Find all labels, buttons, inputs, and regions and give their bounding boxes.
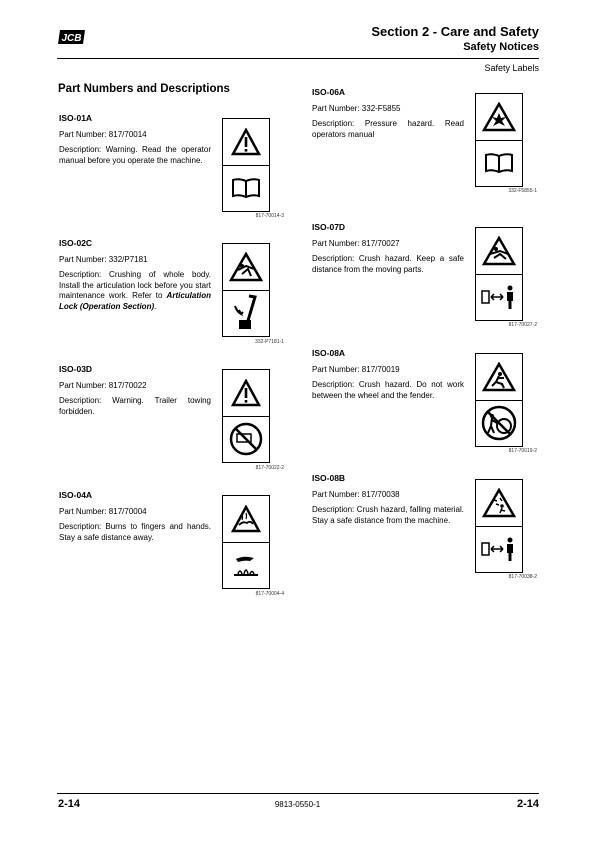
- label-id: ISO-08A: [312, 348, 346, 358]
- label-code: 332-P7181-1: [255, 339, 284, 345]
- section-subtitle: Safety Notices: [463, 41, 539, 53]
- description: Description: Crush hazard. Keep a safe distance from the moving parts.: [312, 254, 464, 274]
- warning-icon: [231, 379, 261, 407]
- articulation-lock-icon: [229, 294, 263, 332]
- description: Description: Crushing of whole body. Install the articulation lock before you start maintenance work. Refer to Articulation Lock (Operation Section).: [59, 270, 211, 311]
- label-entry-iso-08b: [312, 473, 464, 526]
- safety-label-iso-02c: [222, 243, 270, 337]
- part-number: Part Number: 817/70014: [59, 129, 147, 139]
- description: Description: Warning. Trailer towing forbidden.: [59, 396, 211, 416]
- manual-book-icon: [231, 177, 261, 199]
- description: Description: Crush hazard, falling material. Stay a safe distance from the machine.: [312, 505, 464, 525]
- description: Description: Warning. Read the operator manual before you operate the machine.: [59, 145, 211, 165]
- label-id: ISO-03D: [59, 364, 93, 374]
- label-entry-iso-02c: [59, 238, 211, 312]
- svg-text:JCB: JCB: [61, 33, 82, 44]
- crush-hand-icon: [482, 236, 516, 266]
- crush-body-icon: [229, 252, 263, 282]
- safety-label-iso-08a: [475, 353, 523, 447]
- doc-number: 9813-0550-1: [274, 800, 321, 809]
- label-id: ISO-01A: [59, 113, 93, 123]
- footer-rule: [57, 793, 539, 794]
- part-number: Part Number: 817/70019: [312, 364, 400, 374]
- topic-label: Safety Labels: [484, 63, 539, 73]
- page-number-right: 2-14: [516, 798, 539, 810]
- falling-material-icon: [482, 488, 516, 518]
- label-id: ISO-07D: [312, 222, 346, 232]
- label-code: 817-70019-2: [508, 448, 537, 454]
- label-entry-iso-06a: [312, 87, 464, 140]
- part-number: Part Number: 817/70022: [59, 380, 147, 390]
- description: Description: Crush hazard. Do not work between the wheel and the fender.: [312, 380, 464, 400]
- safety-label-iso-04a: [222, 495, 270, 589]
- safe-distance-icon: [480, 534, 518, 564]
- part-number: Part Number: 817/70027: [312, 238, 400, 248]
- no-towing-icon: [228, 421, 264, 457]
- label-id: ISO-08B: [312, 473, 346, 483]
- crush-body-icon: [482, 362, 516, 392]
- jcb-logo: [57, 28, 87, 46]
- label-code: 817-70022-2: [255, 465, 284, 471]
- section-title: Section 2 - Care and Safety: [371, 24, 539, 39]
- part-number: Part Number: 332/P7181: [59, 254, 148, 264]
- label-code: 817-70014-3: [255, 213, 284, 219]
- label-entry-iso-03d: [59, 364, 211, 417]
- label-entry-iso-01a: [59, 113, 211, 166]
- part-number: Part Number: 817/70038: [312, 489, 400, 499]
- label-id: ISO-02C: [59, 238, 93, 248]
- label-code: 817-70004-4: [255, 591, 284, 597]
- label-id: ISO-04A: [59, 490, 93, 500]
- articulation-lock-reference: Articulation Lock (Operation Section): [59, 291, 211, 311]
- hot-surface-icon: [231, 505, 261, 533]
- manual-book-icon: [484, 152, 514, 174]
- part-number: Part Number: 817/70004: [59, 506, 147, 516]
- main-heading: Part Numbers and Descriptions: [58, 83, 230, 95]
- safety-label-iso-06a: [475, 93, 523, 187]
- label-id: ISO-06A: [312, 87, 346, 97]
- label-code: 817-70027-2: [508, 322, 537, 328]
- label-entry-iso-04a: [59, 490, 211, 543]
- safety-label-iso-07d: [475, 227, 523, 321]
- safety-label-iso-08b: [475, 479, 523, 573]
- label-entry-iso-08a: [312, 348, 464, 401]
- part-number: Part Number: 332-F5855: [312, 103, 401, 113]
- label-code: 332-F5855-1: [508, 188, 537, 194]
- pressure-burst-icon: [482, 102, 516, 132]
- safety-label-iso-03d: [222, 369, 270, 463]
- header-rule: [57, 58, 539, 59]
- label-entry-iso-07d: [312, 222, 464, 275]
- description: Description: Burns to fingers and hands. Stay a safe distance away.: [59, 522, 211, 542]
- description: Description: Pressure hazard. Read operators manual: [312, 119, 464, 139]
- burn-hand-icon: [230, 549, 262, 581]
- label-code: 817-70038-2: [508, 574, 537, 580]
- safety-label-iso-01a: [222, 118, 270, 212]
- safe-distance-icon: [480, 282, 518, 312]
- warning-icon: [231, 128, 261, 156]
- no-work-wheel-icon: [480, 404, 518, 442]
- page-number-left: 2-14: [58, 798, 81, 810]
